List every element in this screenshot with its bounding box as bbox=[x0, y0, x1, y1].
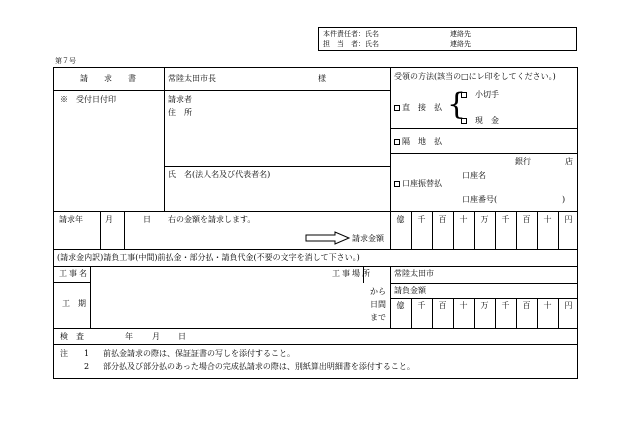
claim-digit-hyaku: 百 bbox=[438, 215, 447, 224]
note-1-text: 前払金請求の際は、保証証書の写しを添付すること。 bbox=[103, 349, 295, 358]
claim-month-label: 月 bbox=[105, 215, 113, 224]
claim-digit-juu2: 十 bbox=[543, 215, 552, 224]
staff-contact: 連絡先 bbox=[450, 40, 471, 48]
contract-digit-juu: 十 bbox=[459, 301, 468, 310]
bank-label: 銀行 bbox=[515, 157, 531, 166]
honorific: 様 bbox=[318, 74, 326, 83]
note-2-number: 2 bbox=[84, 362, 90, 371]
contract-digit-hyaku2: 百 bbox=[522, 301, 531, 310]
breakdown-text: (請求金内訳)請負工事(中間)前払金・部分払・請負代金(不要の文字を消して下さい。) bbox=[57, 253, 360, 262]
work-location-value: 常陸太田市 bbox=[394, 269, 434, 278]
inspection-label: 検 査 bbox=[60, 332, 84, 341]
cash-option[interactable]: 現 金 bbox=[461, 117, 499, 125]
claim-message: 右の金額を請求します。 bbox=[168, 215, 256, 224]
direct-checkbox[interactable] bbox=[394, 105, 400, 111]
claim-amount-label: 請求金額 bbox=[352, 234, 384, 243]
transfer-checkbox[interactable] bbox=[394, 181, 400, 187]
arrow-right-icon bbox=[305, 231, 351, 245]
claim-year-label: 請求年 bbox=[59, 215, 83, 224]
claim-digit-oku: 億 bbox=[396, 215, 405, 224]
period-until: まで bbox=[370, 313, 386, 322]
contract-digit-juu2: 十 bbox=[543, 301, 552, 310]
brace: { bbox=[447, 87, 467, 122]
claim-digit-man: 万 bbox=[480, 215, 489, 224]
receipt-stamp-label: ※ 受付日付印 bbox=[60, 95, 116, 104]
period-from: から bbox=[370, 287, 386, 296]
claim-digit-hyaku2: 百 bbox=[522, 215, 531, 224]
contract-digit-oku: 億 bbox=[396, 301, 405, 310]
work-location-label: 工事場所 bbox=[332, 269, 372, 278]
claim-digit-sen2: 千 bbox=[501, 215, 510, 224]
inspection-year: 年 bbox=[125, 332, 133, 341]
form-title: 請 求 書 bbox=[80, 74, 136, 83]
account-number-label: 口座番号( bbox=[462, 195, 498, 204]
claim-day-label: 日 bbox=[143, 215, 151, 224]
check-checkbox[interactable] bbox=[461, 92, 467, 98]
claim-digit-sen: 千 bbox=[417, 215, 426, 224]
contract-digit-man: 万 bbox=[480, 301, 489, 310]
payment-method-label: 受領の方法(該当の□にレ印をしてください。) bbox=[394, 72, 556, 81]
work-period-label: 工 期 bbox=[62, 299, 86, 308]
name-label: 氏 名(法人名及び代表者名) bbox=[168, 170, 271, 179]
branch-label: 店 bbox=[565, 157, 573, 166]
contract-digit-sen2: 千 bbox=[501, 301, 510, 310]
claimant-label: 請求者 bbox=[168, 95, 192, 104]
note-2-text: 部分払及び部分払のあった場合の完成払請求の際は、別紙算出明細書を添付すること。 bbox=[103, 362, 415, 371]
period-days: 日間 bbox=[370, 300, 386, 309]
responsible-contact: 連絡先 bbox=[450, 30, 471, 38]
contract-amount-label: 請負金額 bbox=[394, 286, 426, 295]
check-option[interactable]: 小切手 bbox=[461, 91, 499, 99]
addressee: 常陸太田市長 bbox=[168, 74, 216, 83]
contract-digit-sen: 千 bbox=[417, 301, 426, 310]
remote-payment-option[interactable]: 隔 地 払 bbox=[394, 138, 442, 146]
inspection-month: 月 bbox=[152, 332, 160, 341]
transfer-option[interactable]: 口座振替払 bbox=[394, 180, 442, 188]
inspection-day: 日 bbox=[178, 332, 186, 341]
address-label: 住 所 bbox=[168, 108, 192, 117]
contract-digit-hyaku: 百 bbox=[438, 301, 447, 310]
contract-digit-yen: 円 bbox=[564, 301, 573, 310]
account-name-label: 口座名 bbox=[462, 171, 486, 180]
remote-checkbox[interactable] bbox=[394, 139, 400, 145]
work-name-label: 工事名 bbox=[59, 269, 89, 278]
responsible-label: 本件責任者：氏名 bbox=[323, 30, 379, 38]
claim-digit-juu: 十 bbox=[459, 215, 468, 224]
account-number-close: ) bbox=[562, 195, 566, 204]
form-number: 第７号 bbox=[55, 57, 76, 65]
staff-label: 担 当 者：氏名 bbox=[323, 40, 379, 48]
claim-digit-yen: 円 bbox=[564, 215, 573, 224]
note-1-number: 1 bbox=[84, 349, 90, 358]
cash-checkbox[interactable] bbox=[461, 118, 467, 124]
direct-payment-option[interactable]: 直 接 払 bbox=[394, 104, 442, 112]
note-prefix: 注 bbox=[60, 349, 68, 358]
